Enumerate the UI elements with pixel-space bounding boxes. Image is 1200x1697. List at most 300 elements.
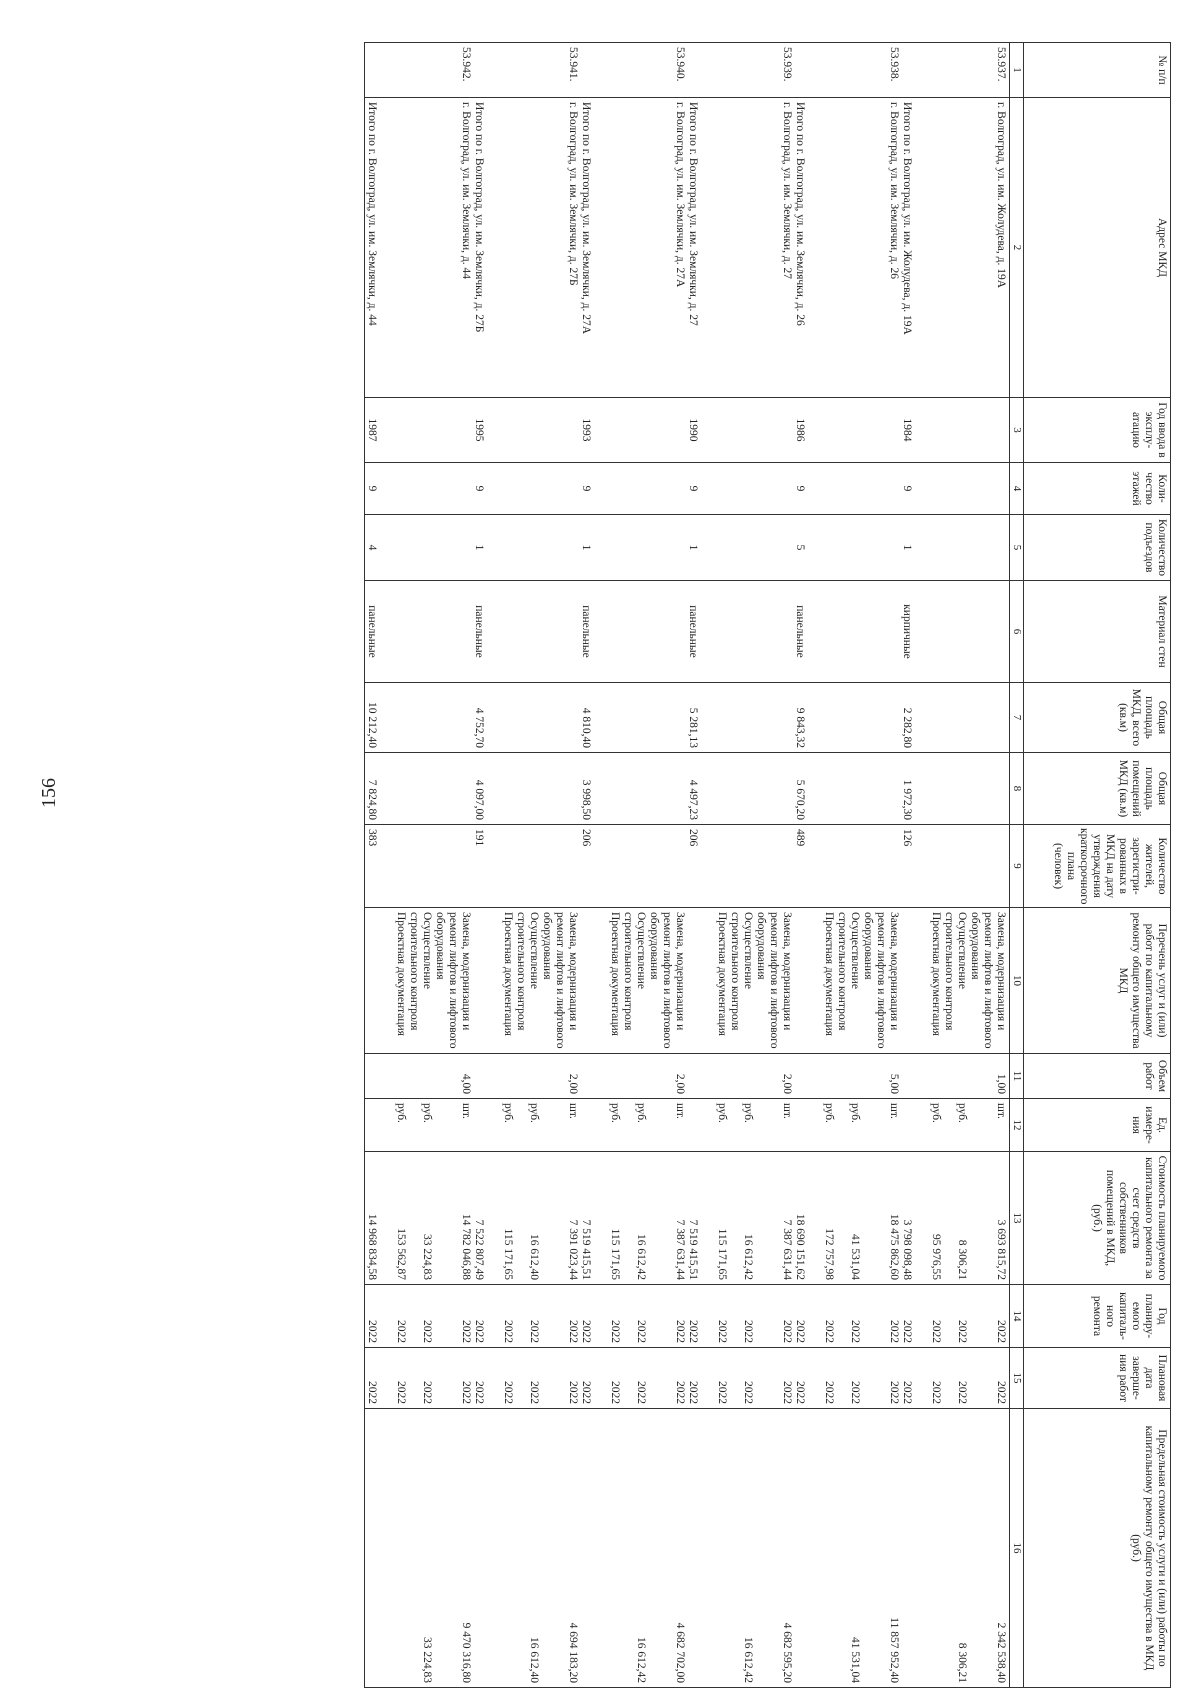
table-cell-col12 bbox=[579, 1099, 592, 1152]
table-cell-col15: 2022 bbox=[900, 1348, 913, 1409]
table-cell-col12 bbox=[365, 1099, 379, 1152]
table-cell-col3 bbox=[968, 398, 1010, 463]
spacer-cell bbox=[592, 581, 608, 683]
table-cell-col2 bbox=[728, 98, 754, 398]
table-cell-col16 bbox=[608, 1409, 621, 1688]
table-cell-col15: 2022 bbox=[365, 1348, 379, 1409]
table-cell-col15: 2022 bbox=[501, 1348, 514, 1409]
table-cell-col2 bbox=[621, 98, 647, 398]
table-cell-col14: 2022 bbox=[647, 1285, 686, 1348]
table-cell-col9 bbox=[608, 825, 621, 908]
table-cell-col6 bbox=[822, 581, 835, 683]
table-cell-col1 bbox=[365, 43, 379, 98]
table-cell-col12: руб. bbox=[822, 1099, 835, 1152]
spacer-cell bbox=[592, 515, 608, 581]
table-cell-col13: 14 782 046,88 bbox=[433, 1152, 472, 1285]
spacer-cell bbox=[913, 515, 929, 581]
table-cell-col5: 1 bbox=[579, 515, 592, 581]
table-row bbox=[728, 43, 754, 1688]
table-cell-col13: 95 976,55 bbox=[929, 1152, 942, 1285]
spacer-cell bbox=[699, 581, 715, 683]
spacer-cell bbox=[378, 1409, 394, 1688]
table-cell-col13: 7 519 415,51 bbox=[686, 1152, 699, 1285]
table-cell-col3: 1995 bbox=[472, 398, 485, 463]
table-cell-col16: 16 612,40 bbox=[514, 1409, 540, 1688]
table-cell-col16 bbox=[822, 1409, 835, 1688]
header-cell: Стоимость планируемого капитального ремонта за счет средств собственников помещений в МКД, (руб.) bbox=[1024, 1152, 1171, 1285]
table-cell-col2 bbox=[394, 98, 407, 398]
table-cell-col15: 2022 bbox=[822, 1348, 835, 1409]
table-cell-col8 bbox=[861, 753, 900, 825]
spacer-cell bbox=[592, 1152, 608, 1285]
table-cell-col13: 8 306,21 bbox=[942, 1152, 968, 1285]
table-row bbox=[715, 43, 728, 1688]
rotated-table-container bbox=[61, 42, 1171, 1687]
spacer-cell bbox=[699, 1152, 715, 1285]
column-number: 13 bbox=[1010, 1152, 1024, 1285]
table-cell-col14: 2022 bbox=[365, 1285, 379, 1348]
table-cell-col4 bbox=[394, 463, 407, 515]
table-cell-col9 bbox=[861, 825, 900, 908]
header-cell: Год планиру-емого капиталь-ного ремонта bbox=[1024, 1285, 1171, 1348]
spacer-row bbox=[806, 43, 822, 1688]
spacer-cell bbox=[913, 463, 929, 515]
table-cell-col8 bbox=[647, 753, 686, 825]
table-cell-col6 bbox=[754, 581, 793, 683]
spacer-cell bbox=[913, 1348, 929, 1409]
spacer-cell bbox=[699, 398, 715, 463]
table-cell-col3 bbox=[929, 398, 942, 463]
spacer-cell bbox=[806, 1054, 822, 1099]
column-number: 6 bbox=[1010, 581, 1024, 683]
spacer-cell bbox=[913, 398, 929, 463]
table-cell-col15: 2022 bbox=[647, 1348, 686, 1409]
table-cell-col5 bbox=[822, 515, 835, 581]
table-cell-col16 bbox=[929, 1409, 942, 1688]
table-cell-col11 bbox=[728, 1054, 754, 1099]
table-cell-col9 bbox=[754, 825, 793, 908]
table-cell-col6 bbox=[929, 581, 942, 683]
table-cell-col11 bbox=[793, 1054, 806, 1099]
header-cell: № п/п bbox=[1024, 43, 1171, 98]
table-cell-col16 bbox=[900, 1409, 913, 1688]
table-cell-col5 bbox=[608, 515, 621, 581]
spacer-cell bbox=[485, 43, 501, 98]
table-cell-col16: 16 612,42 bbox=[728, 1409, 754, 1688]
table-cell-col8 bbox=[728, 753, 754, 825]
spacer-cell bbox=[378, 683, 394, 753]
table-cell-col5 bbox=[501, 515, 514, 581]
table-cell-col7 bbox=[861, 683, 900, 753]
table-cell-col5 bbox=[835, 515, 861, 581]
table-cell-col11 bbox=[900, 1054, 913, 1099]
table-cell-col10 bbox=[579, 908, 592, 1054]
table-cell-col9 bbox=[621, 825, 647, 908]
table-cell-col4 bbox=[968, 463, 1010, 515]
spacer-cell bbox=[806, 43, 822, 98]
table-cell-col7 bbox=[835, 683, 861, 753]
table-cell-col7 bbox=[942, 683, 968, 753]
table-cell-col4 bbox=[647, 463, 686, 515]
table-cell-col7 bbox=[394, 683, 407, 753]
spacer-cell bbox=[699, 1285, 715, 1348]
table-cell-col8 bbox=[968, 753, 1010, 825]
table-cell-col10: Проектная документация bbox=[394, 908, 407, 1054]
table-cell-col1: 53.937. bbox=[968, 43, 1010, 98]
table-cell-col14: 2022 bbox=[715, 1285, 728, 1348]
table-cell-col13: 41 531,04 bbox=[835, 1152, 861, 1285]
column-number: 16 bbox=[1010, 1409, 1024, 1688]
table-cell-col12: руб. bbox=[728, 1099, 754, 1152]
table-cell-col11: 2,00 bbox=[647, 1054, 686, 1099]
table-cell-col11 bbox=[514, 1054, 540, 1099]
total-row bbox=[793, 43, 806, 1688]
table-cell-col12: шт. bbox=[861, 1099, 900, 1152]
table-cell-col16: 2 342 538,40 bbox=[968, 1409, 1010, 1688]
table-cell-col13: 16 612,42 bbox=[621, 1152, 647, 1285]
spacer-cell bbox=[913, 908, 929, 1054]
capital-repair-table bbox=[364, 42, 1171, 1688]
table-cell-col16 bbox=[579, 1409, 592, 1688]
table-cell-col7: 5 281,13 bbox=[686, 683, 699, 753]
table-cell-col7 bbox=[968, 683, 1010, 753]
spacer-cell bbox=[378, 463, 394, 515]
spacer-cell bbox=[378, 1099, 394, 1152]
table-cell-col14: 2022 bbox=[433, 1285, 472, 1348]
table-cell-col11: 1,00 bbox=[968, 1054, 1010, 1099]
table-cell-col3 bbox=[728, 398, 754, 463]
table-cell-col9: 126 bbox=[900, 825, 913, 908]
table-row bbox=[501, 43, 514, 1688]
table-cell-col8 bbox=[540, 753, 579, 825]
spacer-cell bbox=[378, 908, 394, 1054]
header-cell: Перечень услуг и (или) работ по капитальному ремонту общего имущества МКД bbox=[1024, 908, 1171, 1054]
table-cell-col3 bbox=[861, 398, 900, 463]
table-cell-col3 bbox=[433, 398, 472, 463]
table-cell-col1 bbox=[686, 43, 699, 98]
spacer-cell bbox=[913, 825, 929, 908]
spacer-cell bbox=[699, 1409, 715, 1688]
table-cell-col8 bbox=[754, 753, 793, 825]
table-cell-col7: 4 810,40 bbox=[579, 683, 592, 753]
table-cell-col14: 2022 bbox=[407, 1285, 433, 1348]
table-cell-col7 bbox=[621, 683, 647, 753]
spacer-cell bbox=[592, 908, 608, 1054]
table-cell-col3 bbox=[407, 398, 433, 463]
table-cell-col10: Осуществление строительного контроля bbox=[407, 908, 433, 1054]
table-cell-col14: 2022 bbox=[942, 1285, 968, 1348]
table-cell-col6: панельные bbox=[365, 581, 379, 683]
table-cell-col12: руб. bbox=[929, 1099, 942, 1152]
table-cell-col14: 2022 bbox=[822, 1285, 835, 1348]
table-cell-col14: 2022 bbox=[929, 1285, 942, 1348]
table-cell-col10: Замена, модернизация и ремонт лифтов и лифтового оборудования bbox=[968, 908, 1010, 1054]
column-number-row bbox=[1010, 43, 1024, 1688]
header-cell: Количество подъездов bbox=[1024, 515, 1171, 581]
table-cell-col2: Итого по г. Волгоград, ул. им. Жолудева, д. 19А bbox=[900, 98, 913, 398]
table-cell-col4 bbox=[433, 463, 472, 515]
table-cell-col15: 2022 bbox=[579, 1348, 592, 1409]
table-cell-col4 bbox=[728, 463, 754, 515]
table-cell-col12 bbox=[900, 1099, 913, 1152]
spacer-cell bbox=[806, 515, 822, 581]
spacer-cell bbox=[378, 398, 394, 463]
table-cell-col3 bbox=[501, 398, 514, 463]
table-cell-col9 bbox=[929, 825, 942, 908]
table-cell-col4 bbox=[540, 463, 579, 515]
spacer-cell bbox=[913, 683, 929, 753]
table-cell-col10: Замена, модернизация и ремонт лифтов и лифтового оборудования bbox=[647, 908, 686, 1054]
table-cell-col6: панельные bbox=[579, 581, 592, 683]
table-cell-col2: г. Волгоград, ул. им. Землячки, д. 26 bbox=[861, 98, 900, 398]
table-cell-col4 bbox=[715, 463, 728, 515]
spacer-cell bbox=[913, 1152, 929, 1285]
table-cell-col6: панельные bbox=[472, 581, 485, 683]
table-cell-col14: 2022 bbox=[686, 1285, 699, 1348]
table-cell-col9 bbox=[647, 825, 686, 908]
table-cell-col3 bbox=[514, 398, 540, 463]
table-cell-col16: 8 306,21 bbox=[942, 1409, 968, 1688]
table-cell-col12: руб. bbox=[835, 1099, 861, 1152]
table-cell-col5 bbox=[728, 515, 754, 581]
table-cell-col5 bbox=[647, 515, 686, 581]
spacer-cell bbox=[913, 1099, 929, 1152]
spacer-row bbox=[485, 43, 501, 1688]
table-cell-col13: 7 391 023,44 bbox=[540, 1152, 579, 1285]
table-row bbox=[861, 43, 900, 1688]
table-row bbox=[754, 43, 793, 1688]
table-cell-col4: 9 bbox=[579, 463, 592, 515]
table-cell-col8 bbox=[929, 753, 942, 825]
spacer-cell bbox=[378, 1054, 394, 1099]
table-cell-col2 bbox=[835, 98, 861, 398]
table-cell-col4: 9 bbox=[793, 463, 806, 515]
table-cell-col8: 3 998,50 bbox=[579, 753, 592, 825]
table-cell-col4 bbox=[754, 463, 793, 515]
table-cell-col8: 5 670,20 bbox=[793, 753, 806, 825]
table-cell-col10: Проектная документация bbox=[608, 908, 621, 1054]
spacer-cell bbox=[485, 1054, 501, 1099]
table-cell-col6 bbox=[501, 581, 514, 683]
spacer-cell bbox=[485, 683, 501, 753]
table-cell-col7 bbox=[822, 683, 835, 753]
table-cell-col15: 2022 bbox=[942, 1348, 968, 1409]
table-cell-col8 bbox=[621, 753, 647, 825]
table-cell-col15: 2022 bbox=[835, 1348, 861, 1409]
table-cell-col11: 5,00 bbox=[861, 1054, 900, 1099]
table-cell-col5 bbox=[621, 515, 647, 581]
table-cell-col11 bbox=[394, 1054, 407, 1099]
total-row bbox=[686, 43, 699, 1688]
table-row bbox=[621, 43, 647, 1688]
table-cell-col4 bbox=[822, 463, 835, 515]
spacer-cell bbox=[699, 753, 715, 825]
table-cell-col5 bbox=[394, 515, 407, 581]
spacer-cell bbox=[485, 398, 501, 463]
spacer-cell bbox=[592, 1409, 608, 1688]
spacer-cell bbox=[485, 825, 501, 908]
spacer-cell bbox=[913, 43, 929, 98]
table-cell-col1 bbox=[579, 43, 592, 98]
table-cell-col7 bbox=[929, 683, 942, 753]
table-cell-col8 bbox=[715, 753, 728, 825]
spacer-cell bbox=[699, 43, 715, 98]
table-cell-col10: Замена, модернизация и ремонт лифтов и лифтового оборудования bbox=[861, 908, 900, 1054]
table-cell-col8 bbox=[822, 753, 835, 825]
table-cell-col5 bbox=[968, 515, 1010, 581]
table-cell-col9 bbox=[822, 825, 835, 908]
table-cell-col6 bbox=[968, 581, 1010, 683]
table-cell-col14: 2022 bbox=[621, 1285, 647, 1348]
spacer-cell bbox=[485, 1285, 501, 1348]
table-cell-col16 bbox=[715, 1409, 728, 1688]
table-cell-col5 bbox=[433, 515, 472, 581]
table-cell-col6 bbox=[514, 581, 540, 683]
table-cell-col13: 3 693 815,72 bbox=[968, 1152, 1010, 1285]
table-cell-col10: Проектная документация bbox=[501, 908, 514, 1054]
table-cell-col12: шт. bbox=[968, 1099, 1010, 1152]
column-number: 12 bbox=[1010, 1099, 1024, 1152]
spacer-cell bbox=[806, 1099, 822, 1152]
spacer-cell bbox=[699, 98, 715, 398]
table-cell-col13: 115 171,65 bbox=[715, 1152, 728, 1285]
column-number: 3 bbox=[1010, 398, 1024, 463]
table-cell-col13: 115 171,65 bbox=[501, 1152, 514, 1285]
table-cell-col7 bbox=[433, 683, 472, 753]
table-cell-col11 bbox=[501, 1054, 514, 1099]
spacer-row bbox=[592, 43, 608, 1688]
table-cell-col2 bbox=[942, 98, 968, 398]
table-cell-col6 bbox=[394, 581, 407, 683]
column-number: 2 bbox=[1010, 98, 1024, 398]
table-cell-col5 bbox=[514, 515, 540, 581]
table-cell-col16: 33 224,83 bbox=[407, 1409, 433, 1688]
table-cell-col16: 11 857 952,40 bbox=[861, 1409, 900, 1688]
table-cell-col5: 4 bbox=[365, 515, 379, 581]
table-cell-col13: 115 171,65 bbox=[608, 1152, 621, 1285]
table-cell-col10: Осуществление строительного контроля bbox=[942, 908, 968, 1054]
table-cell-col6 bbox=[407, 581, 433, 683]
header-cell: Общая площадь помещений МКД (кв.м) bbox=[1024, 753, 1171, 825]
spacer-cell bbox=[485, 1409, 501, 1688]
table-cell-col9: 383 bbox=[365, 825, 379, 908]
header-cell: Адрес МКД bbox=[1024, 98, 1171, 398]
table-cell-col6: панельные bbox=[793, 581, 806, 683]
table-cell-col12: руб. bbox=[394, 1099, 407, 1152]
table-cell-col4 bbox=[621, 463, 647, 515]
table-cell-col5: 5 bbox=[793, 515, 806, 581]
column-number: 4 bbox=[1010, 463, 1024, 515]
table-cell-col13: 18 475 862,60 bbox=[861, 1152, 900, 1285]
spacer-cell bbox=[806, 1285, 822, 1348]
table-cell-col2 bbox=[514, 98, 540, 398]
table-cell-col15: 2022 bbox=[621, 1348, 647, 1409]
table-cell-col16 bbox=[365, 1409, 379, 1688]
total-row bbox=[472, 43, 485, 1688]
spacer-cell bbox=[592, 1348, 608, 1409]
table-cell-col2 bbox=[608, 98, 621, 398]
table-cell-col14: 2022 bbox=[728, 1285, 754, 1348]
table-cell-col16 bbox=[394, 1409, 407, 1688]
table-cell-col10: Осуществление строительного контроля bbox=[835, 908, 861, 1054]
table-cell-col9 bbox=[728, 825, 754, 908]
table-cell-col10: Осуществление строительного контроля bbox=[621, 908, 647, 1054]
table-cell-col15: 2022 bbox=[472, 1348, 485, 1409]
spacer-cell bbox=[699, 463, 715, 515]
spacer-cell bbox=[485, 1152, 501, 1285]
table-row bbox=[608, 43, 621, 1688]
table-cell-col7 bbox=[501, 683, 514, 753]
spacer-cell bbox=[913, 1054, 929, 1099]
table-cell-col9 bbox=[501, 825, 514, 908]
spacer-cell bbox=[806, 398, 822, 463]
table-cell-col4 bbox=[861, 463, 900, 515]
spacer-cell bbox=[699, 1099, 715, 1152]
table-cell-col4 bbox=[835, 463, 861, 515]
spacer-cell bbox=[592, 1285, 608, 1348]
spacer-cell bbox=[378, 753, 394, 825]
table-cell-col2: г. Волгоград, ул. им. Землячки, д. 44 bbox=[433, 98, 472, 398]
table-cell-col11 bbox=[822, 1054, 835, 1099]
table-cell-col12 bbox=[686, 1099, 699, 1152]
spacer-cell bbox=[485, 581, 501, 683]
table-row bbox=[514, 43, 540, 1688]
table-cell-col2: г. Волгоград, ул. им. Землячки, д. 27А bbox=[647, 98, 686, 398]
table-cell-col11 bbox=[365, 1054, 379, 1099]
table-cell-col4 bbox=[929, 463, 942, 515]
column-number: 11 bbox=[1010, 1054, 1024, 1099]
total-row bbox=[365, 43, 379, 1688]
table-cell-col8 bbox=[942, 753, 968, 825]
spacer-cell bbox=[485, 515, 501, 581]
table-cell-col1 bbox=[835, 43, 861, 98]
table-cell-col12 bbox=[793, 1099, 806, 1152]
header-cell: Ед. измере-ния bbox=[1024, 1099, 1171, 1152]
table-cell-col7 bbox=[540, 683, 579, 753]
table-row bbox=[942, 43, 968, 1688]
table-cell-col1: 53.938. bbox=[861, 43, 900, 98]
table-cell-col14: 2022 bbox=[754, 1285, 793, 1348]
table-cell-col4: 9 bbox=[900, 463, 913, 515]
table-cell-col6 bbox=[608, 581, 621, 683]
table-cell-col6 bbox=[728, 581, 754, 683]
table-row bbox=[394, 43, 407, 1688]
table-cell-col16: 16 612,42 bbox=[621, 1409, 647, 1688]
table-cell-col1 bbox=[514, 43, 540, 98]
table-cell-col13: 7 387 631,44 bbox=[647, 1152, 686, 1285]
spacer-cell bbox=[592, 398, 608, 463]
spacer-cell bbox=[913, 98, 929, 398]
table-cell-col15: 2022 bbox=[608, 1348, 621, 1409]
table-cell-col1 bbox=[621, 43, 647, 98]
spacer-cell bbox=[806, 463, 822, 515]
table-cell-col11 bbox=[942, 1054, 968, 1099]
table-cell-col2 bbox=[715, 98, 728, 398]
spacer-cell bbox=[378, 1152, 394, 1285]
table-cell-col10 bbox=[686, 908, 699, 1054]
table-cell-col13: 14 968 834,58 bbox=[365, 1152, 379, 1285]
header-cell: Общая площадь МКД, всего (кв.м) bbox=[1024, 683, 1171, 753]
spacer-cell bbox=[913, 1285, 929, 1348]
table-cell-col14: 2022 bbox=[501, 1285, 514, 1348]
table-cell-col1: 53.942. bbox=[433, 43, 472, 98]
table-cell-col16: 4 682 595,20 bbox=[754, 1409, 793, 1688]
table-cell-col11: 2,00 bbox=[540, 1054, 579, 1099]
spacer-cell bbox=[378, 43, 394, 98]
spacer-cell bbox=[806, 98, 822, 398]
table-body bbox=[365, 43, 1010, 1688]
table-cell-col9: 191 bbox=[472, 825, 485, 908]
